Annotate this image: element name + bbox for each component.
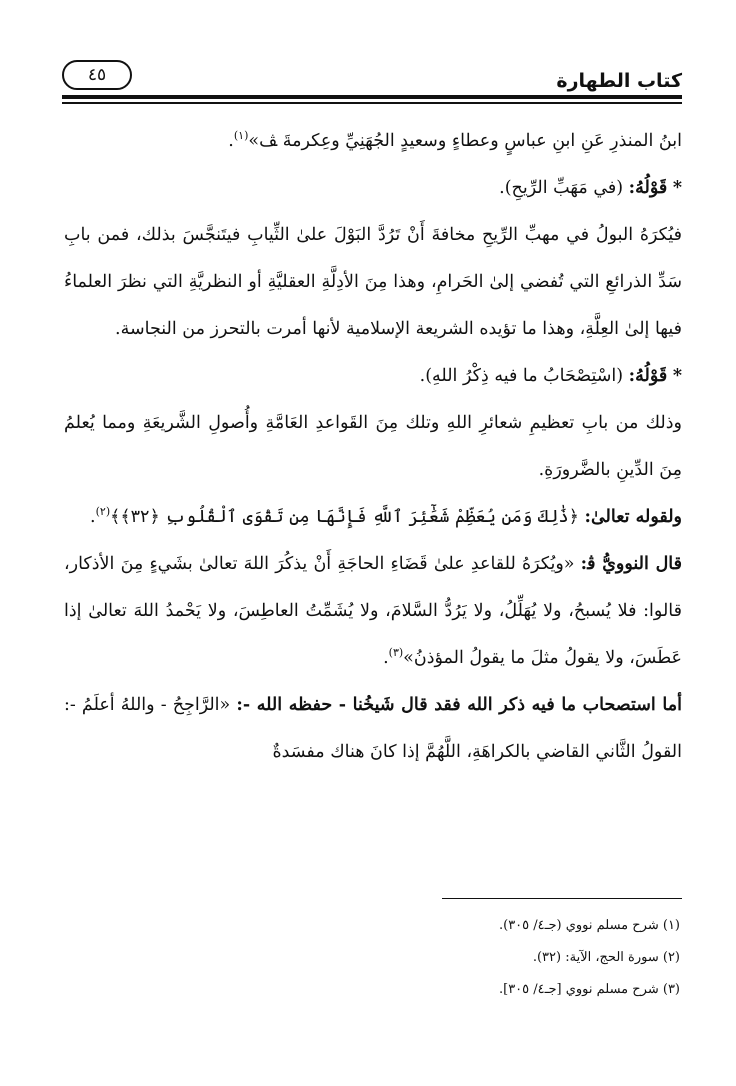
verse-end: .	[90, 507, 96, 527]
footnotes	[280, 910, 680, 1006]
star-marker: *	[672, 366, 682, 386]
sheikh-label: أما استصحاب ما فيه ذكر الله فقد قال شَيخُنا - حفظه الله -:	[236, 695, 682, 715]
heading-text: (اسْتِصْحَابُ ما فيه ذِكْرُ اللهِ).	[419, 366, 624, 386]
paragraph-intro	[64, 118, 682, 165]
star-marker: *	[672, 178, 682, 198]
paragraph-sheikh	[64, 682, 682, 776]
verse-label: ولقوله تعالىٰ:	[584, 507, 682, 527]
intro-end: .	[228, 131, 234, 151]
heading-dhikr	[64, 353, 682, 400]
paragraph-rituals: وذلك من بابِ تعظيمِ شعائرِ اللهِ وتلك مِنَ القَواعدِ العَامَّةِ وأُصولِ الشَّريعَةِ ومما يُعلمُ مِنَ الدِّينِ بالضَّرورَةِ.	[64, 413, 682, 480]
footnote-ref-1: (١)	[233, 129, 249, 143]
footnote-2: (٢) سورة الحج، الآية: (٣٢).	[532, 950, 680, 965]
page-number: ٤٥	[87, 65, 107, 85]
header-rule-thick	[62, 95, 682, 99]
header-rule-thin	[62, 102, 682, 104]
nawawi-end: .	[383, 648, 389, 668]
main-text	[64, 118, 682, 776]
heading-text: (في مَهَبِّ الرِّيحِ).	[499, 178, 624, 198]
footnote-ref-2: (٢)	[95, 505, 111, 519]
sheikh-quote: «الرَّاجِحُ - واللهُ أعلَمُ -: القولُ الثَّاني القاضي بالكراهَةِ، اللَّهُمَّ إذا كانَ هناك مفسَدةٌ	[64, 695, 682, 762]
quran-verse: ﴿ذَٰلِكَ وَمَن يُعَظِّمْ شَعَٰٓئِرَ ٱللَّهِ فَإِنَّهَا مِن تَقْوَى ٱلْقُلُوبِ ﴿٣٢﴾﴾	[110, 507, 579, 527]
footnote-ref-3: (٣)	[388, 646, 404, 660]
nawawi-quote: «ويُكرَهُ للقاعدِ علىٰ قَضَاءِ الحاجَةِ أَنْ يذكُرَ اللهَ تعالىٰ بشَيءٍ مِنَ الأذكار، قالوا: فلا يُسبحُ، ولا يُهَلِّلُ، ولا يَرُدُّ السَّلامَ، ولا يُشَمِّتُ العاطِسَ، ولا يَحْمدُ اللهَ تعالىٰ إذا عَطَسَ، ولا يقولُ مثلَ ما يقولُ المؤذنُ»	[64, 554, 682, 668]
paragraph-verse	[64, 494, 682, 541]
paragraph-nawawi	[64, 541, 682, 682]
nawawi-label: قال النوويُّ ﭬ:	[580, 554, 682, 574]
page-number-badge	[62, 60, 132, 90]
heading-label: قَوْلُهُ:	[628, 178, 668, 198]
heading-label: قَوْلُهُ:	[628, 366, 668, 386]
paragraph-wind: فيُكرَهُ البولُ في مهبِّ الرِّيحِ مخافةَ أَنْ تَرُدَّ البَوْلَ علىٰ الثِّيابِ فيتَنجَّسَ بذلك، فمن بابِ سَدِّ الذرائعِ التي تُفضي إلىٰ الحَرامِ، وهذا مِنَ الأدِلَّةِ العقليَّةِ أو النظريَّةِ التي نظرَ العلماءُ فيها إلىٰ العِلَّةِ، وهذا ما تؤيده الشريعة الإسلامية لأنها أمرت بالتحرز من النجاسة.	[64, 225, 682, 339]
footnote-3: (٣) شرح مسلم نووي [جـ٤/ ٣٠٥].	[498, 982, 680, 997]
footnote-1: (١) شرح مسلم نووي (جـ٤/ ٣٠٥).	[498, 918, 680, 933]
book-title: كتاب الطهارة	[556, 70, 682, 92]
footnote-separator	[442, 898, 682, 899]
heading-wind	[64, 165, 682, 212]
intro-text: ابنُ المنذرِ عَنِ ابنِ عباسٍ وعطاءٍ وسعيدٍ الجُهَنِيِّ وعِكرمةَ ﭫ»	[248, 131, 682, 151]
